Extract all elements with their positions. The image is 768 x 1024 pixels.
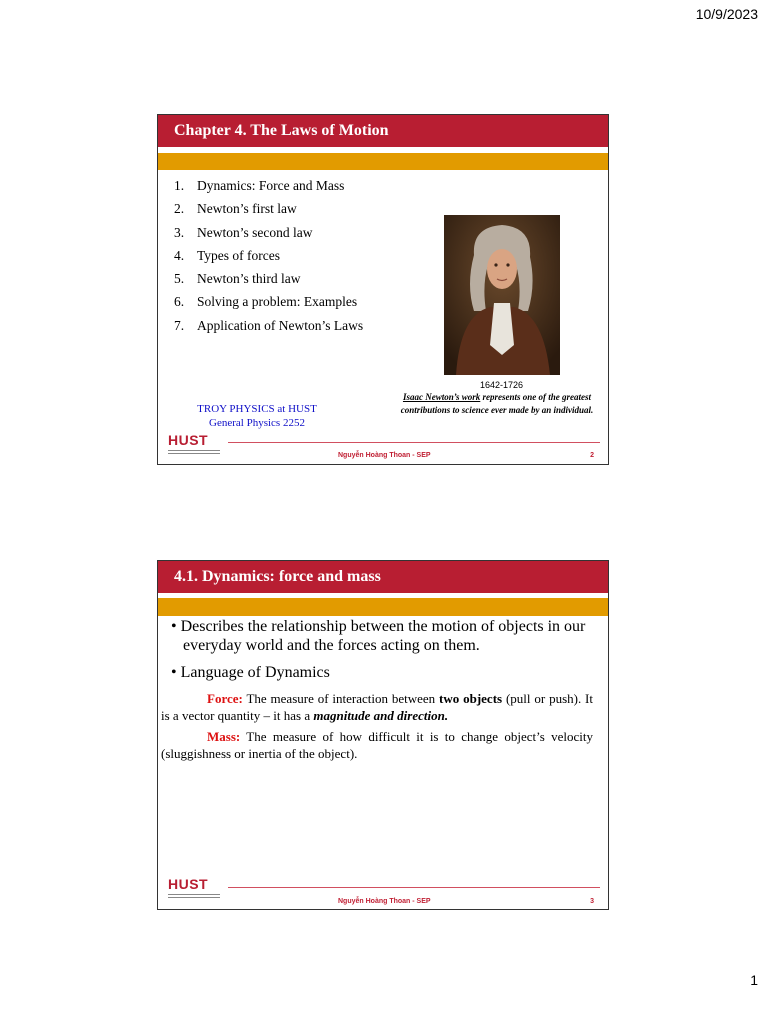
slide-body [161, 617, 594, 766]
page-number: 1 [750, 972, 758, 988]
slide-dynamics [157, 560, 609, 910]
outline-item: 6. Solving a problem: Examples [174, 294, 358, 310]
footer-divider [228, 442, 600, 443]
hust-logo: HUST [168, 433, 223, 453]
accent-bar [158, 153, 608, 170]
outline-item: 3. Newton’s second law [174, 224, 313, 240]
slide-title: Chapter 4. The Laws of Motion [158, 115, 608, 147]
outline-item: 7. Application of Newton’s Laws [174, 317, 364, 333]
footer-author: Nguyễn Hoàng Thoan - SEP [338, 452, 431, 459]
mass-definition: Mass: The measure of how difficult it is to change object’s velocity (sluggishness or inertia of the object). [161, 729, 593, 761]
outline-item: 5. Newton’s third law [174, 271, 301, 287]
bullet-point: • Describes the relationship between the motion of objects in our everyday world and the forces acting on them. [171, 618, 586, 654]
outline-item: 4. Types of forces [174, 247, 281, 263]
bullet-point: • Language of Dynamics [171, 664, 330, 681]
outline-item: 2. Newton’s first law [174, 201, 297, 217]
footer-divider [228, 887, 600, 888]
newton-quote: Isaac Newton’s work represents one of the greatest contributions to science ever made by an individual. [400, 392, 594, 415]
chapter-outline [174, 177, 363, 340]
slide-number: 2 [590, 452, 594, 459]
slide-title: 4.1. Dynamics: force and mass [158, 561, 608, 593]
hust-logo: HUST [168, 877, 223, 897]
course-info: TROY PHYSICS at HUST General Physics 2252 [197, 403, 317, 429]
slide-number: 3 [590, 898, 594, 905]
outline-item: 1. Dynamics: Force and Mass [174, 178, 345, 193]
portrait-dates: 1642-1726 [480, 380, 524, 390]
accent-bar [158, 598, 608, 616]
newton-portrait [444, 215, 560, 375]
slide-chapter-4 [157, 114, 609, 465]
page-date: 10/9/2023 [695, 6, 758, 22]
footer-author: Nguyễn Hoàng Thoan - SEP [338, 898, 431, 905]
force-definition: Force: The measure of interaction between two objects (pull or push). It is a vector quantity – it has a magnitude and direction. [161, 691, 594, 723]
